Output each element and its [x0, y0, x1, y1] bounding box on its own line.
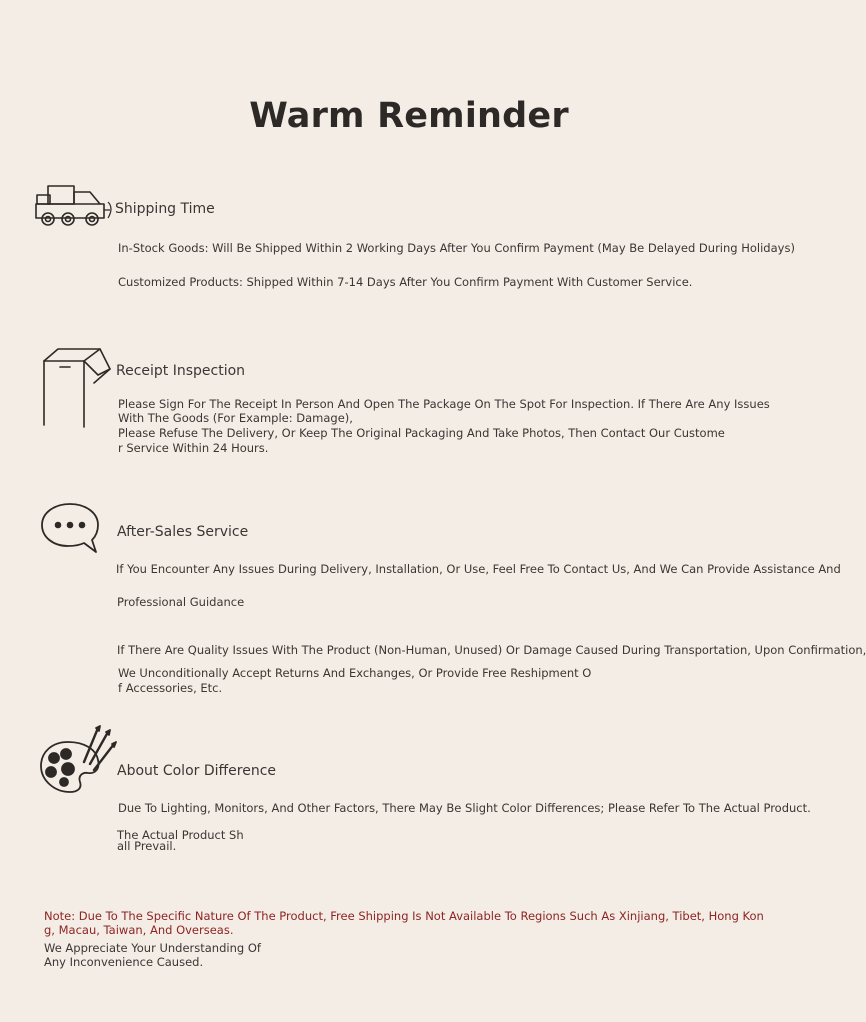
receipt-line: Please Sign For The Receipt In Person And Open The Package On The Spot For Inspection. If There Are Any Issues [118, 397, 770, 411]
receipt-line: r Service Within 24 Hours. [118, 441, 269, 455]
shipping-line: In-Stock Goods: Will Be Shipped Within 2 Working Days After You Confirm Payment (May Be Delayed During Holidays) [118, 241, 795, 255]
aftersales-heading: After-Sales Service [117, 524, 249, 540]
receipt-line: With The Goods (For Example: Damage), [118, 411, 353, 425]
package-box-icon [40, 347, 112, 429]
shipping-line: Customized Products: Shipped Within 7-14 Days After You Confirm Payment With Customer Service. [118, 275, 693, 289]
shipping-heading: Shipping Time [115, 201, 215, 217]
receipt-heading: Receipt Inspection [116, 363, 246, 379]
chat-bubble-icon [40, 502, 102, 556]
aftersales-line: Professional Guidance [117, 595, 245, 609]
aftersales-line: If There Are Quality Issues With The Product (Non-Human, Unused) Or Damage Caused During Transportation, Upon Confirmation, [117, 643, 866, 657]
receipt-line: Please Refuse The Delivery, Or Keep The Original Packaging And Take Photos, Then Contact Our Custome [118, 426, 725, 440]
color-line: Due To Lighting, Monitors, And Other Factors, There May Be Slight Color Differences; Please Refer To The Actual Product. [118, 801, 811, 815]
paint-palette-icon [38, 724, 116, 796]
appreciation-note: Any Inconvenience Caused. [44, 955, 204, 969]
shipping-note: g, Macau, Taiwan, And Overseas. [44, 923, 234, 937]
aftersales-line: f Accessories, Etc. [118, 681, 223, 695]
color-heading: About Color Difference [117, 763, 277, 779]
appreciation-note: We Appreciate Your Understanding Of [44, 941, 261, 955]
truck-icon [34, 184, 116, 228]
aftersales-line: We Unconditionally Accept Returns And Exchanges, Or Provide Free Reshipment O [118, 666, 592, 680]
aftersales-line: If You Encounter Any Issues During Delivery, Installation, Or Use, Feel Free To Contact Us, And We Can Provide Assistance And [116, 562, 841, 576]
color-line: The Actual Product Sh [117, 828, 244, 842]
color-line: all Prevail. [117, 839, 177, 853]
shipping-note: Note: Due To The Specific Nature Of The Product, Free Shipping Is Not Available To Regions Such As Xinjiang, Tibet, Hong Kon [44, 909, 764, 923]
page-title: Warm Reminder [249, 96, 569, 136]
